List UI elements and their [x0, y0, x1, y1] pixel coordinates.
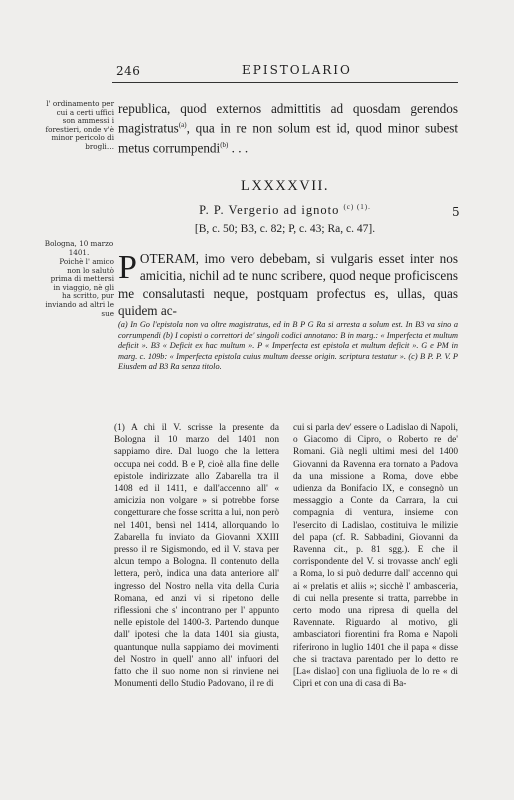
page-number: 246 — [116, 64, 141, 78]
continued-text — [118, 100, 458, 157]
margin-note-1: l' ordinamento per cui a certi uffici son ammessi i forestieri, onde v'è minor pericolo di brogli… — [45, 99, 114, 151]
continued-text-end: . . . — [228, 140, 249, 156]
commentary-left-column: (1) A chi il V. scrisse la presente da Bologna il 10 marzo del 1401 non sappiamo dire. Dal luogo che la lettera occupa nei codd. B e P, cioè alla fine delle epistole indirizzate allo Zabarella tra il 1408 ed il 1411, e dall'accenno all' « amicizia non volgare » si potrebbe forse congetturare che fosse scritta a lui, non però nel 1401, bensì nel 1414, allorquando lo Zabarella fu inviato da Giovanni XXIII presso il re Sigismondo, ed il V. stava per alcun tempo a Bologna. Il contenuto della lettera, però, indica una data anteriore all' ingresso del Nostro nella vita della Curia Romana, ed anzi vi si ripetono delle riflessioni che s' incontrano per l' appunto nelle epistole del 1400-3. Partendo dunque dall' ipotesi che la data 1401 sia giusta, quantunque nulla sappiamo dei movimenti del Nostro in quell' anno all' infuori del fatto che il suo nome non si rinviene nei Monumenti dello Studio Padovano, il re di — [114, 423, 280, 690]
continued-text-rest: , qua in re non solum est id, quod minor subest metus corrumpendi — [118, 120, 458, 156]
letter-number: LXXXXVII. — [241, 178, 329, 194]
manuscript-sigla: [B, c. 50; B3, c. 82; P, c. 43; Ra, c. 47]. — [194, 223, 376, 235]
header-rule — [112, 82, 458, 83]
critical-apparatus: (a) In Go l'epistola non va oltre magistratus, ed in B P G Ra si arresta a solum est. In B3 va sino a corrumpendi (b) I copisti o correttori de' singoli codici annotano: B in marg.: « Imperfecta et multum deficit ». B3 « Deficit ex hac multum ». P « Imperfecta est epistola et multum deficit ». G e PM in marg. c. 109b: « Imperfecta epistola cuius multum deesse origin. scriptura testatur ». (c) B P. P. V. P Eiusdem ad B3 Ra senza titolo. — [118, 320, 458, 371]
letter-heading — [112, 203, 458, 218]
commentary-right-column: cui si parla dev' essere o Ladislao di Napoli, o Giacomo di Cipro, o Roberto re de' Romani. Già negli ultimi mesi del 1400 Giovanni da Ravenna era tornato a Padova da una missione a Roma, dove ebbe udienza da Bonifacio IX, e consegnò un messaggio a Conte da Carrara, la cui compagnia di ventura, insieme con l'esercito di Ladislao, costituiva le milizie del papa (cf. R. Sabbadini, Giovanni da Ravenna cit., p. 81 sgg.). E che il corrispondente del V. si trovasse anch' egli a Roma, lo si può dedurre dall' accenno qui ai « prelatis et aliis »; sicchè l' ambasceria, di cui nella presente si tratta, parrebbe in certo modo una ripresa di quella del Ravennate. Riguardo al motivo, gli ambasciatori fiorentini fra Roma e Napoli riferirono in luglio 1401 che il papa « disse che si tractava parentado per lo detto re [La« dislao] con una figliuola de lo re « di Cipri et con una di casa di Ba- — [293, 423, 458, 690]
drop-cap: P — [118, 249, 137, 286]
continued-text-line: republica, quod externos admittitis ad quosdam gerendos magistratus — [118, 101, 458, 136]
letter-body — [118, 250, 458, 320]
margin-note-summary: Poichè l' amico non lo salutò prima di mettersi in viaggio, nè gli ha scritto, pur inviando ad altri le sue — [45, 257, 114, 318]
footnote-ref-b: (b) — [220, 141, 229, 150]
letter-heading-text: P. P. Vergerio ad ignoto — [199, 203, 340, 218]
running-title: EPISTOLARIO — [242, 63, 352, 77]
line-number: 5 — [452, 205, 460, 219]
margin-note-date: Bologna, 10 marzo 1401. — [44, 239, 114, 257]
footnote-ref-a: (a) — [178, 121, 187, 130]
letter-body-text: OTERAM, imo vero debebam, si vulgaris esset inter nos amicitia, nichil ad te nunc scribere, quod neque proficiscens me consalutasti neque, postquam profectus es, ullas, quas quidem ac- — [118, 251, 458, 319]
letter-heading-refs: (c) (1). — [343, 203, 371, 211]
